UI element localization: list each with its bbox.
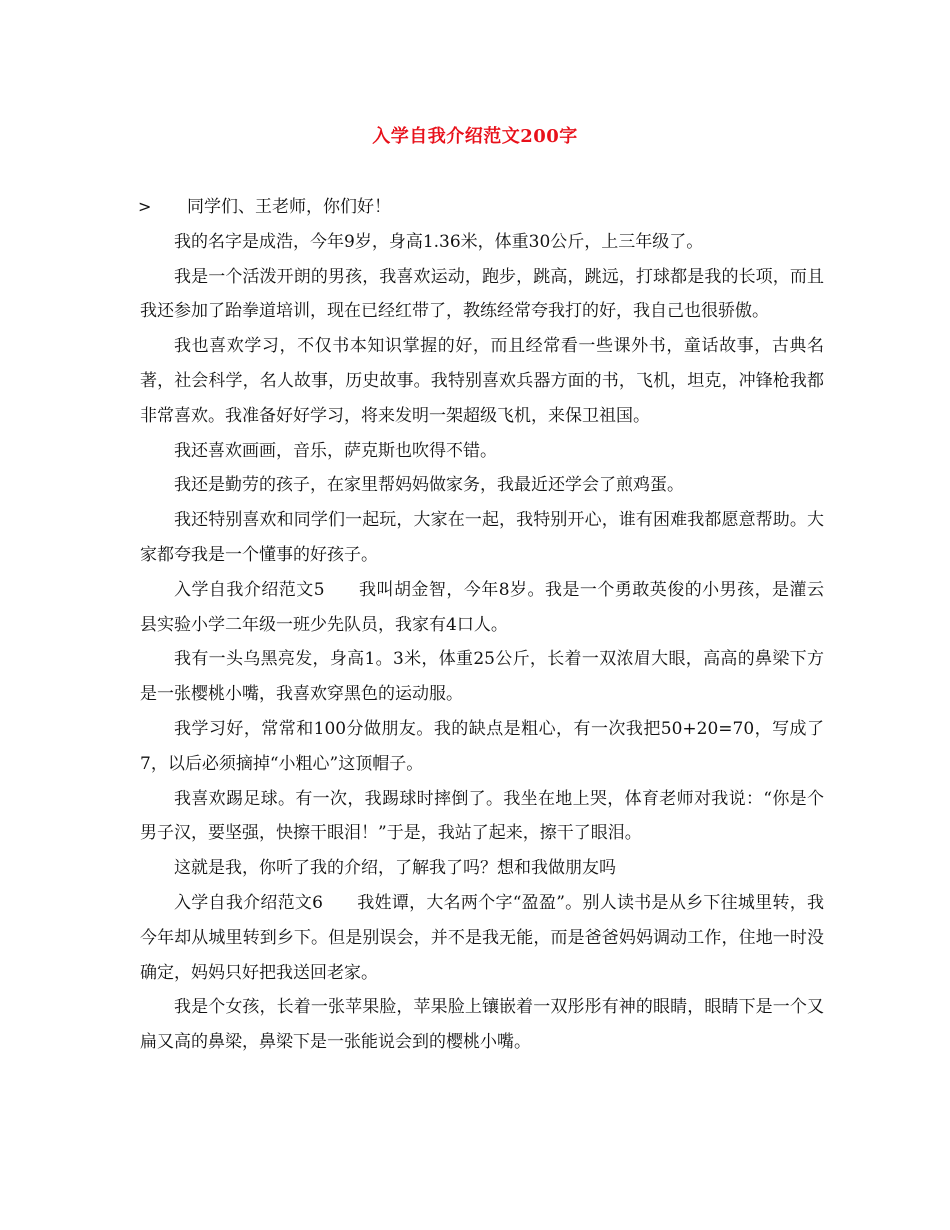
- document-title: 入学自我介绍范文200字: [372, 126, 578, 147]
- paragraph: 我是一个活泼开朗的男孩，我喜欢运动，跑步，跳高，跳远，打球都是我的长项，而且我还参加了跆拳道培训，现在已经红带了，教练经常夸我打的好，我自己也很骄傲。: [140, 266, 824, 322]
- paragraph: 我是个女孩，长着一张苹果脸，苹果脸上镶嵌着一双彤彤有神的眼睛，眼睛下是一个又扁又高的鼻梁，鼻梁下是一张能说会到的樱桃小嘴。: [140, 997, 824, 1053]
- paragraph: 我还喜欢画画，音乐，萨克斯也吹得不错。: [174, 440, 497, 461]
- section-5-text: 我叫胡金智，今年8岁。我是一个勇敢英俊的小男孩，是灌云县实验小学二年级一班少先队员，我家有4口人。: [140, 579, 824, 635]
- paragraph: 这就是我，你听了我的介绍，了解我了吗？想和我做朋友吗: [174, 858, 616, 879]
- paragraph: 我有一头乌黑亮发，身高1。3米，体重25公斤，长着一双浓眉大眼，高高的鼻梁下方是一张樱桃小嘴，我喜欢穿黑色的运动服。: [140, 649, 824, 705]
- paragraph: 我还是勤劳的孩子，在家里帮妈妈做家务，我最近还学会了煎鸡蛋。: [174, 475, 684, 496]
- document-body: [140, 190, 824, 1060]
- section-5-intro: [140, 573, 824, 643]
- section-6-text: 我姓谭，大名两个字“盈盈”。别人读书是从乡下往城里转，我今年却从城里转到乡下。但是别误会，并不是我无能，而是爸爸妈妈调动工作，住地一时没确定，妈妈只好把我送回老家。: [140, 892, 824, 983]
- paragraph: 我学习好，常常和100分做朋友。我的缺点是粗心，有一次我把50+20=70，写成了7，以后必须摘掉“小粗心”这顶帽子。: [140, 718, 824, 774]
- paragraph: 我也喜欢学习，不仅书本知识掌握的好，而且经常看一些课外书，童话故事，古典名著，社会科学，名人故事，历史故事。我特别喜欢兵器方面的书，飞机，坦克，冲锋枪我都非常喜欢。我准备好好学习，将来发明一架超级飞机，来保卫祖国。: [140, 336, 824, 426]
- section-6-intro: [140, 886, 824, 990]
- paragraph-text: 同学们、王老师，你们好！: [187, 197, 391, 217]
- bullet-marker: >: [138, 197, 152, 216]
- paragraph: 我还特别喜欢和同学们一起玩，大家在一起，我特别开心，谁有困难我都愿意帮助。大家都夸我是一个懂事的好孩子。: [140, 510, 824, 565]
- paragraph: 我的名字是成浩，今年9岁，身高1.36米，体重30公斤，上三年级了。: [174, 231, 704, 252]
- paragraph: 我喜欢踢足球。有一次，我踢球时摔倒了。我坐在地上哭，体育老师对我说：“你是个男子汉，要坚强，快擦干眼泪！”于是，我站了起来，擦干了眼泪。: [140, 788, 824, 844]
- section-6-heading: 入学自我介绍范文6: [174, 892, 323, 913]
- paragraph-greeting: [140, 190, 824, 225]
- section-5-heading: 入学自我介绍范文5: [174, 579, 325, 600]
